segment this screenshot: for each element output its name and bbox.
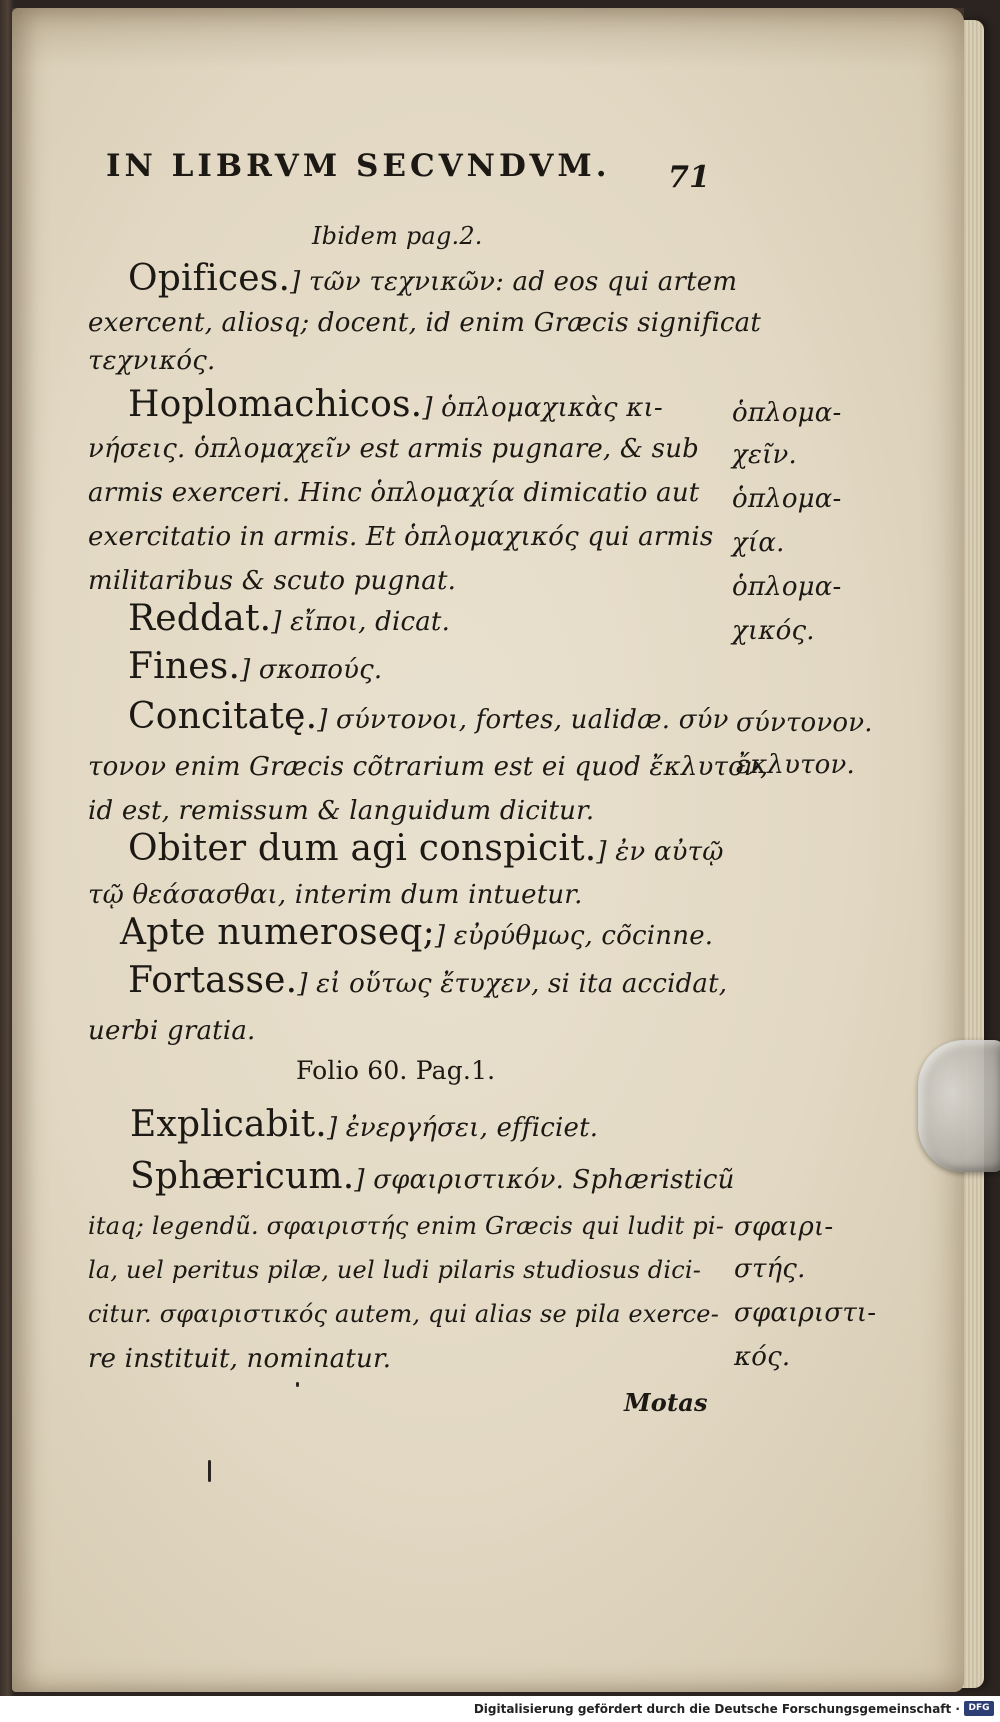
text-line — [130, 1104, 598, 1145]
text-line: τεχνικός. — [88, 346, 216, 376]
running-title: IN LIBRVM SECVNDVM. — [106, 148, 611, 184]
margin-note: σφαιριστι- — [734, 1298, 877, 1328]
text-line: la, uel peritus pilæ, uel ludi pilaris studiosus dici- — [88, 1256, 702, 1284]
lemma: Apte numeroseq; — [120, 912, 435, 953]
text-line: uerbi gratia. — [88, 1016, 256, 1046]
text-line — [128, 258, 737, 299]
lemma: Opifices. — [128, 258, 291, 299]
text-line: exercent, aliosq; docent, id enim Græcis significat — [88, 308, 762, 338]
page-clip — [918, 1040, 1000, 1172]
lemma: Obiter dum agi conspicit. — [128, 828, 597, 869]
margin-note: σύντονον. — [736, 708, 873, 738]
lemma: Explicabit. — [130, 1104, 327, 1145]
margin-note: στής. — [734, 1254, 806, 1284]
text-line — [130, 1156, 735, 1197]
section-heading: Ibidem pag.2. — [312, 222, 483, 250]
text-line — [128, 598, 450, 639]
text-line — [128, 646, 382, 687]
section-heading: Folio 60. Pag.1. — [296, 1056, 496, 1085]
margin-note: χικός. — [732, 616, 815, 646]
text-line — [128, 384, 663, 425]
margin-note: χία. — [732, 528, 785, 558]
margin-note: κός. — [734, 1342, 791, 1372]
text-line: itaq; legendũ. σφαιριστής enim Græcis qui ludit pi- — [88, 1212, 725, 1240]
margin-note: ἔκλυτον. — [736, 750, 855, 780]
gloss: ] ἐνεργήσει, efficiet. — [326, 1113, 599, 1143]
gloss: ] εὐρύθμως, cõcinne. — [434, 921, 714, 951]
text-line: id est, remissum & languidum dicitur. — [88, 796, 595, 826]
text-line: exercitatio in armis. Et ὁπλομαχικός qui armis — [88, 522, 714, 552]
lemma: Fortasse. — [128, 960, 298, 1001]
margin-note: ὁπλομα- — [732, 398, 842, 428]
gloss: ] εἴποι, dicat. — [271, 607, 451, 637]
text-line: citur. σφαιριστικός autem, qui alias se pila exerce- — [88, 1300, 720, 1328]
text-line — [128, 696, 729, 737]
gloss: ] σκοπούς. — [240, 655, 383, 685]
lemma: Reddat. — [128, 598, 272, 639]
text-line: τῷ θεάσασθαι, interim dum intuetur. — [88, 880, 583, 910]
margin-note: ὁπλομα- — [732, 572, 842, 602]
lemma: Concitatę. — [128, 696, 318, 737]
margin-note: χεῖν. — [732, 440, 797, 470]
footer-bar — [0, 1696, 1000, 1722]
funding-credit: Digitalisierung gefördert durch die Deutsche Forschungsgemeinschaft · — [473, 1702, 960, 1716]
margin-note: ὁπλομα- — [732, 484, 842, 514]
page-number: 71 — [668, 160, 711, 195]
ink-speck — [296, 1382, 299, 1387]
text-line — [120, 912, 713, 953]
text-line: re instituit, nominatur. — [88, 1344, 392, 1374]
lemma: Sphæricum. — [130, 1156, 355, 1197]
text-line — [128, 960, 727, 1001]
margin-note: σφαιρι- — [734, 1212, 834, 1242]
catchword: Motas — [624, 1388, 708, 1417]
gloss: ] ἐν αὐτῷ — [596, 837, 724, 867]
lemma: Hoplomachicos. — [128, 384, 423, 425]
gloss: ] ὁπλομαχικὰς κι- — [422, 393, 663, 423]
gloss: ] εἰ οὕτως ἔτυχεν, si ita accidat, — [297, 969, 728, 999]
text-line: militaribus & scuto pugnat. — [88, 566, 457, 596]
text-line: νήσεις. ὁπλομαχεῖν est armis pugnare, & sub — [88, 434, 699, 464]
text-line: τονον enim Græcis cõtrarium est ei quod ἔκλυτον, — [88, 752, 769, 782]
lemma: Fines. — [128, 646, 241, 687]
dfg-logo: DFG — [964, 1701, 994, 1716]
gloss: ] τῶν τεχνικῶν: ad eos qui artem — [290, 267, 738, 297]
gloss: ] σφαιριστικόν. Sphæristicũ — [354, 1165, 735, 1195]
text-line — [128, 828, 724, 869]
text-line: armis exerceri. Hinc ὁπλομαχία dimicatio aut — [88, 478, 700, 508]
gloss: ] σύντονοι, fortes, ualidæ. σύν — [317, 705, 729, 735]
ink-speck — [208, 1460, 211, 1482]
